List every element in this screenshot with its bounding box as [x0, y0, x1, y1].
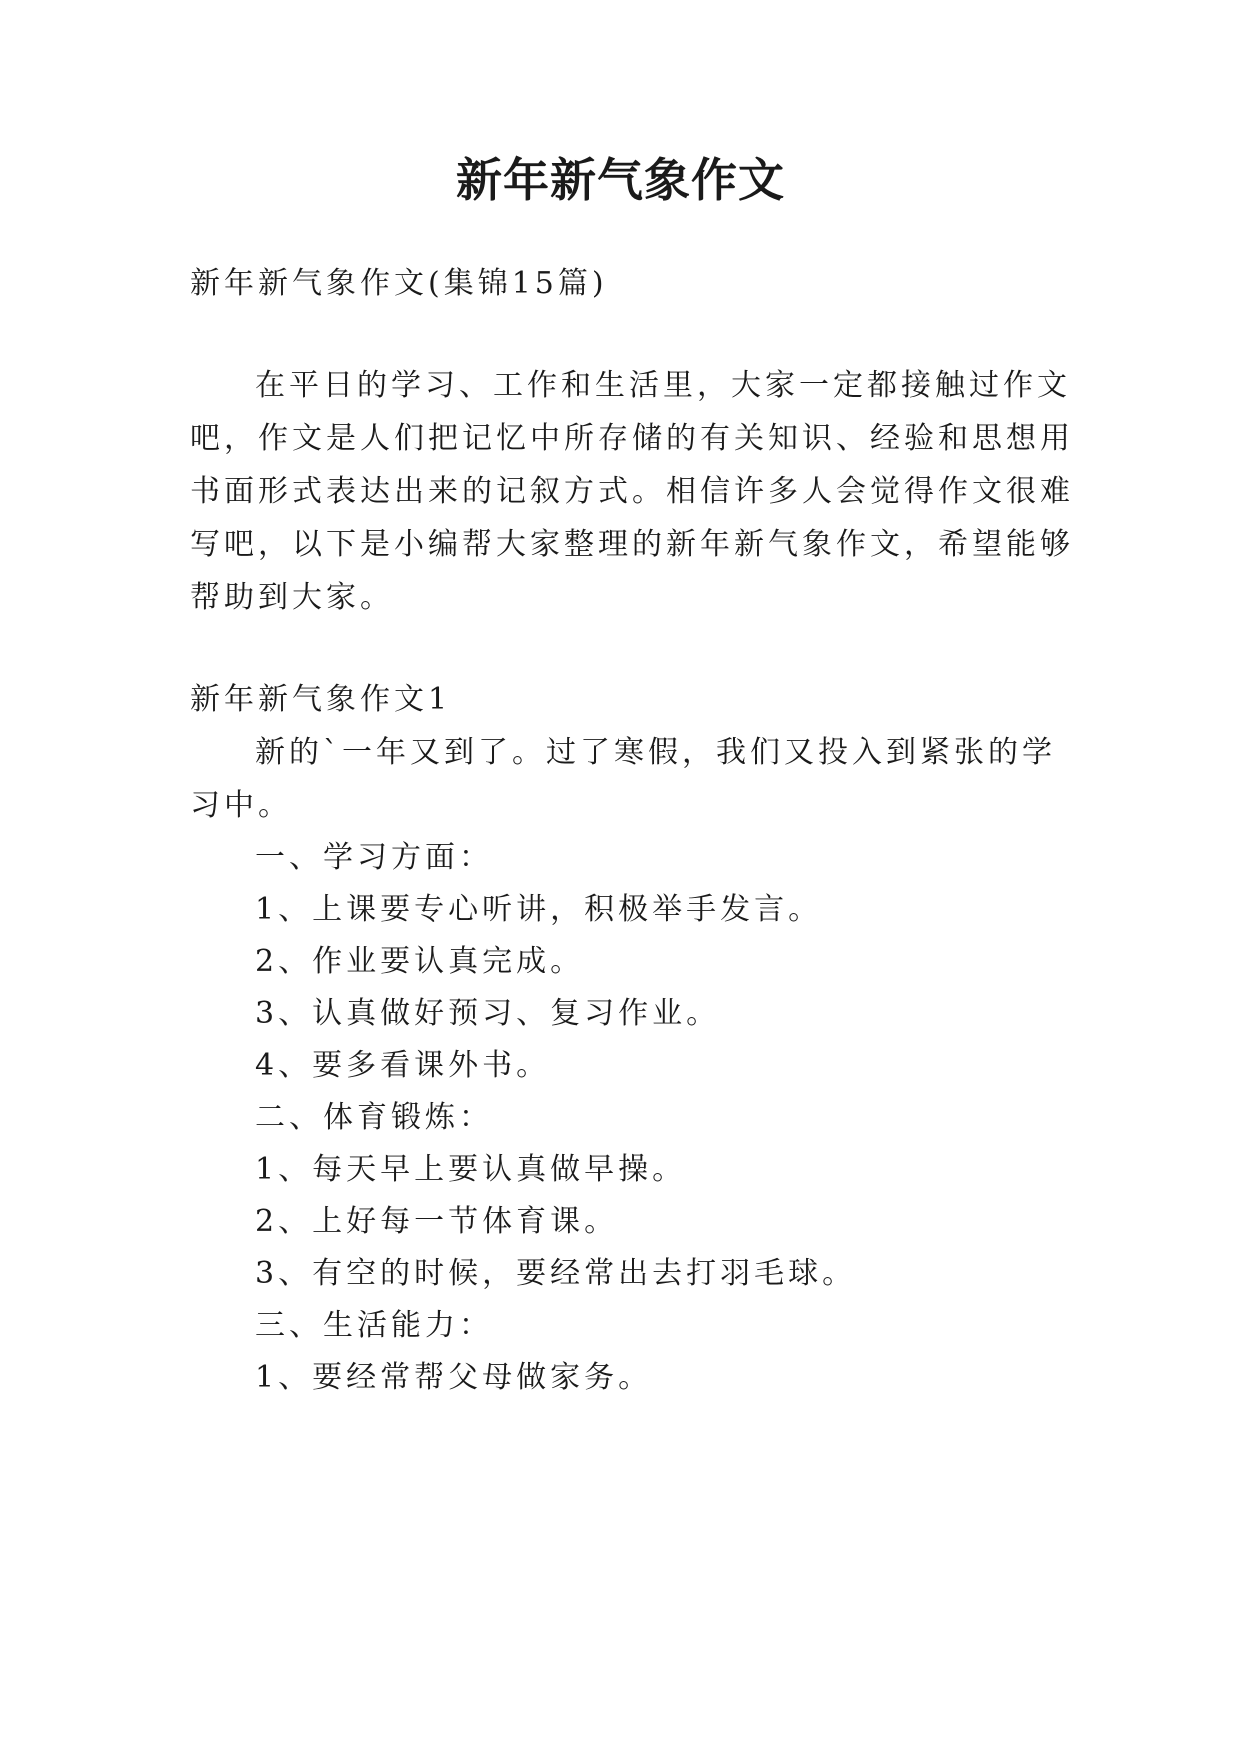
intro-line: 写吧，以下是小编帮大家整理的新年新气象作文，希望能够: [190, 527, 1074, 562]
list-item: 二、体育锻炼：: [255, 1100, 493, 1135]
list-item: 2、作业要认真完成。: [255, 944, 585, 979]
paragraph-line: 习中。: [190, 788, 292, 823]
intro-line: 书面形式表达出来的记叙方式。相信许多人会觉得作文很难: [190, 474, 1074, 509]
document-subtitle: 新年新气象作文(集锦15篇): [190, 266, 608, 301]
list-item: 1、每天早上要认真做早操。: [255, 1152, 687, 1187]
section-heading: 新年新气象作文1: [190, 682, 452, 717]
intro-line: 吧，作文是人们把记忆中所存储的有关知识、经验和思想用: [190, 421, 1074, 456]
list-item: 三、生活能力：: [255, 1308, 493, 1343]
intro-line: 在平日的学习、工作和生活里，大家一定都接触过作文: [255, 368, 1071, 403]
list-item: 一、学习方面：: [255, 840, 493, 875]
list-item: 3、有空的时候，要经常出去打羽毛球。: [255, 1256, 857, 1291]
list-item: 1、上课要专心听讲，积极举手发言。: [255, 892, 823, 927]
list-item: 3、认真做好预习、复习作业。: [255, 996, 721, 1031]
intro-line: 帮助到大家。: [190, 580, 394, 615]
paragraph-line: 新的`一年又到了。过了寒假，我们又投入到紧张的学: [255, 735, 1056, 770]
list-item: 1、要经常帮父母做家务。: [255, 1360, 653, 1395]
document-title: 新年新气象作文: [456, 153, 785, 207]
list-item: 4、要多看课外书。: [255, 1048, 551, 1083]
list-item: 2、上好每一节体育课。: [255, 1204, 619, 1239]
